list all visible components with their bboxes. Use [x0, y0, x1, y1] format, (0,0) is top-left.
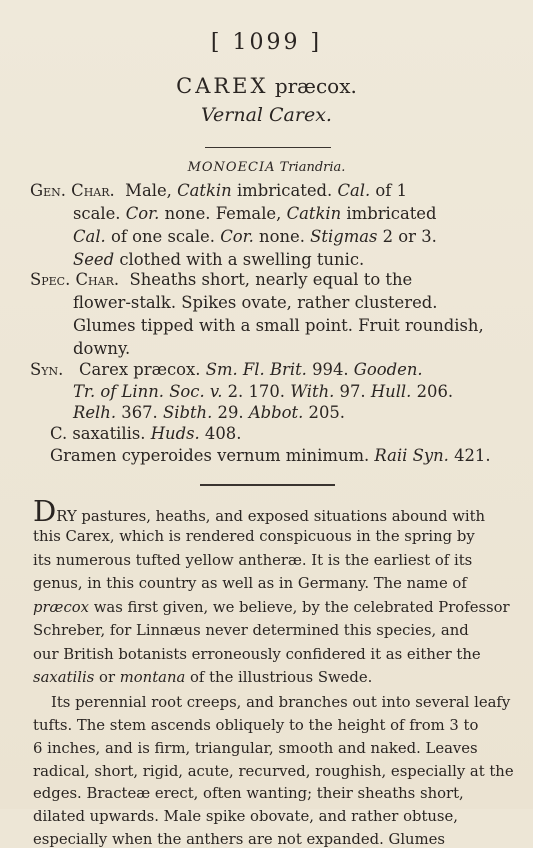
spec-char-line-1: Spec. Char. Sheaths short, nearly equal to the — [30, 270, 413, 289]
spec-char-line-4: downy. — [73, 339, 131, 358]
drop-cap: D — [33, 494, 57, 528]
species-title — [0, 74, 533, 98]
paragraph-2-line-6: dilated upwards. Male spike obovate, and rather obtuse, — [33, 808, 458, 825]
page-number: [ 1099 ] — [210, 30, 323, 55]
spec-char-line-2: flower-stalk. Spikes ovate, rather clustered. — [73, 293, 438, 312]
syn-line-3: Relh. 367. Sibth. 29. Abbot. 205. — [73, 403, 346, 422]
paragraph-2-line-1: Its perennial root creeps, and branches out into several leafy — [51, 694, 511, 711]
syn-line-1: Syn. Carex præcox. Sm. Fl. Brit. 994. Gooden. — [30, 360, 423, 379]
paragraph-2-line-2: tufts. The stem ascends obliquely to the height of from 3 to — [33, 717, 479, 734]
paragraph-2-line-3: 6 inches, and is firm, triangular, smooth and naked. Leaves — [33, 740, 478, 757]
syn-line-2: Tr. of Linn. Soc. v. 2. 170. With. 97. Hull. 206. — [73, 382, 454, 401]
paragraph-2-line-7: especially when the anthers are not expanded. Glumes — [33, 831, 445, 848]
gen-char-line-1: Gen. Char. Male, Catkin imbricated. Cal. of 1 — [30, 181, 408, 200]
spec-char-line-3: Glumes tipped with a small point. Fruit roundish, — [73, 316, 484, 335]
gen-char-line-2: scale. Cor. none. Female, Catkin imbricated — [73, 204, 437, 223]
paragraph-1-line-2: this Carex, which is rendered conspicuous in the spring by — [33, 528, 475, 545]
gen-char-line-3: Cal. of one scale. Cor. none. Stigmas 2 or 3. — [73, 227, 437, 246]
paragraph-2-line-4: radical, short, rigid, acute, recurved, roughish, especially at the — [33, 763, 514, 780]
syn-line-4: C. saxatilis. Huds. 408. — [50, 424, 242, 443]
section-divider — [200, 484, 335, 486]
genus-name: CAREX — [176, 74, 269, 98]
linnaean-class: MONOECIA Triandria. — [187, 160, 346, 175]
paragraph-1-line-1: DRY pastures, heaths, and exposed situations abound with — [33, 494, 486, 528]
paragraph-1-line-8: saxatilis or montana of the illustrious Swede. — [33, 669, 373, 686]
paragraph-2-line-5: edges. Bracteæ erect, often wanting; their sheaths short, — [33, 785, 464, 802]
syn-line-5: Gramen cyperoides vernum minimum. Raii Syn. 421. — [50, 446, 491, 465]
paragraph-1-line-4: genus, in this country as well as in Germany. The name of — [33, 575, 467, 592]
paragraph-1-line-3: its numerous tufted yellow antheræ. It is the earliest of its — [33, 552, 473, 569]
title-divider — [205, 147, 331, 148]
common-name: Vernal Carex. — [201, 104, 332, 126]
paragraph-1-line-6: Schreber, for Linnæus never determined this species, and — [33, 622, 469, 639]
species-name: præcox. — [274, 74, 357, 98]
paragraph-1-line-7: our British botanists erroneously confidered it as either the — [33, 646, 481, 663]
gen-char-line-4: Seed clothed with a swelling tunic. — [73, 250, 365, 269]
paragraph-1-line-5: præcox was first given, we believe, by the celebrated Professor — [33, 599, 510, 616]
